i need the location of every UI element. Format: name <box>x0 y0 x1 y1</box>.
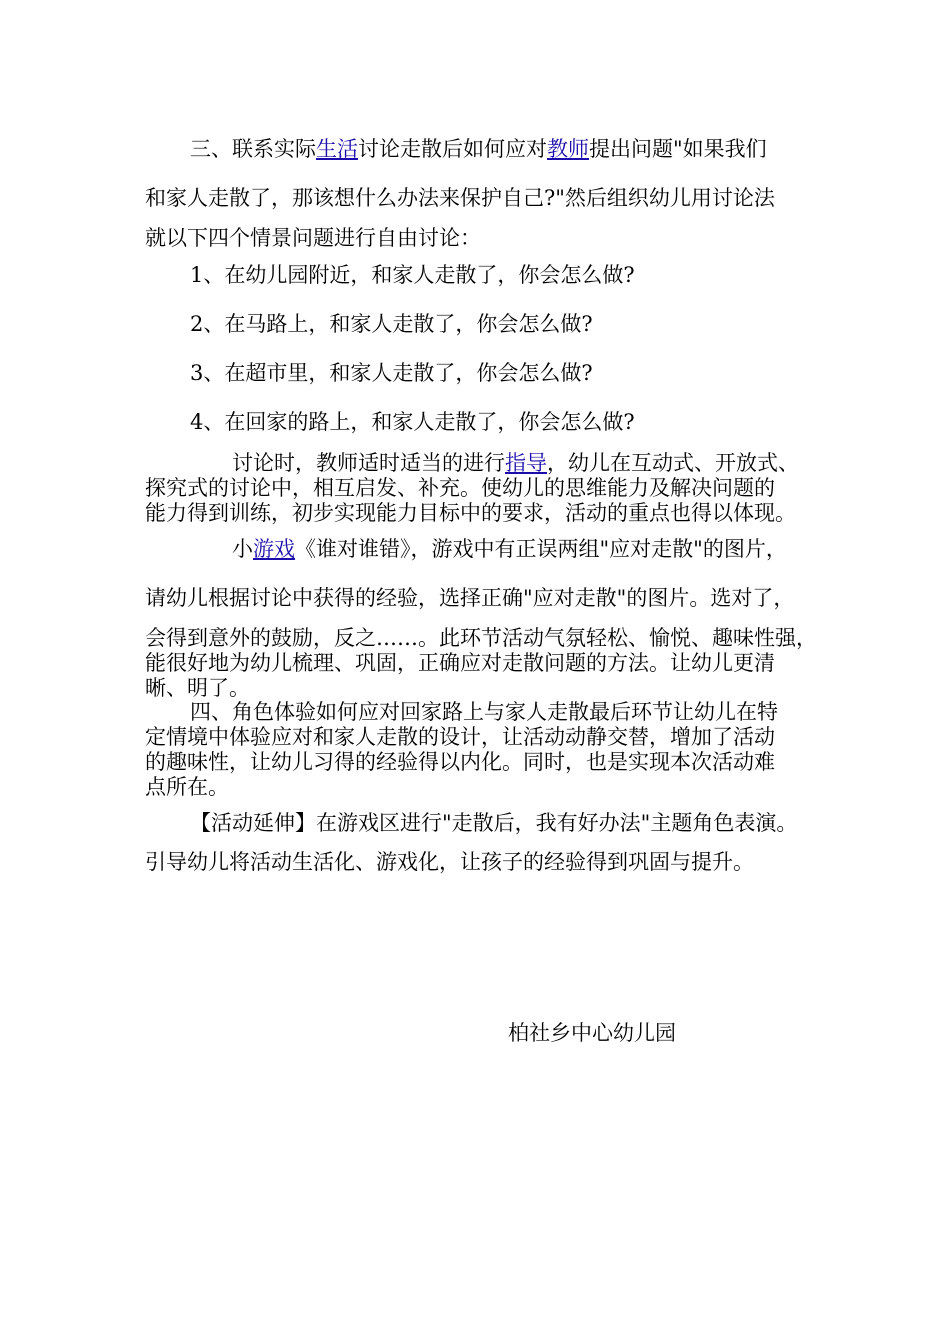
discuss-line3: 能力得到训练，初步实现能力目标中的要求，活动的重点也得以体现。 <box>145 501 796 525</box>
section3-line3: 就以下四个情景问题进行自由讨论： <box>145 226 481 250</box>
text: ，幼儿在互动式、开放式、 <box>547 451 799 475</box>
text: 提出问题"如果我们 <box>589 137 767 161</box>
text: 讨论走散后如何应对 <box>358 137 547 161</box>
link-teacher[interactable]: 教师 <box>547 137 589 161</box>
section3-line1 <box>190 136 767 162</box>
question-1: 1、在幼儿园附近，和家人走散了，你会怎么做? <box>190 263 635 287</box>
game-line3: 会得到意外的鼓励，反之……。此环节活动气氛轻松、愉悦、趣味性强， <box>145 626 817 650</box>
section4-line1: 四、角色体验如何应对回家路上与家人走散最后环节让幼儿在特 <box>190 700 778 724</box>
question-4: 4、在回家的路上，和家人走散了，你会怎么做? <box>190 410 635 434</box>
game-line2: 请幼儿根据讨论中获得的经验，选择正确"应对走散"的图片。选对了， <box>145 586 795 610</box>
text: 三、联系实际 <box>190 137 316 161</box>
discuss-line2: 探究式的讨论中，相互启发、补充。使幼儿的思维能力及解决问题的 <box>145 476 775 500</box>
question-2: 2、在马路上，和家人走散了，你会怎么做? <box>190 312 593 336</box>
link-guidance[interactable]: 指导 <box>505 451 547 475</box>
game-line5: 晰、明了。 <box>145 676 250 700</box>
text: 小 <box>232 537 253 561</box>
section4-line4: 点所在。 <box>145 775 229 799</box>
section4-line2: 定情境中体验应对和家人走散的设计，让活动动静交替，增加了活动 <box>145 725 775 749</box>
section3-line2: 和家人走散了，那该想什么办法来保护自己?"然后组织幼儿用讨论法 <box>145 186 775 210</box>
game-line1 <box>232 536 787 562</box>
section4-line3: 的趣味性，让幼儿习得的经验得以内化。同时，也是实现本次活动难 <box>145 750 775 774</box>
text: 《谁对谁错》，游戏中有正误两组"应对走散"的图片， <box>295 537 787 561</box>
question-3: 3、在超市里，和家人走散了，你会怎么做? <box>190 361 593 385</box>
game-line4: 能很好地为幼儿梳理、巩固，正确应对走散问题的方法。让幼儿更清 <box>145 651 775 675</box>
discuss-line1 <box>232 450 799 476</box>
link-life[interactable]: 生活 <box>316 137 358 161</box>
extension-line1: 【活动延伸】在游戏区进行"走散后，我有好办法"主题角色表演。 <box>190 811 798 835</box>
extension-line2: 引导幼儿将活动生活化、游戏化，让孩子的经验得到巩固与提升。 <box>145 850 754 874</box>
link-game[interactable]: 游戏 <box>253 537 295 561</box>
text: 讨论时，教师适时适当的进行 <box>232 451 505 475</box>
signature: 柏社乡中心幼儿园 <box>508 1021 676 1045</box>
